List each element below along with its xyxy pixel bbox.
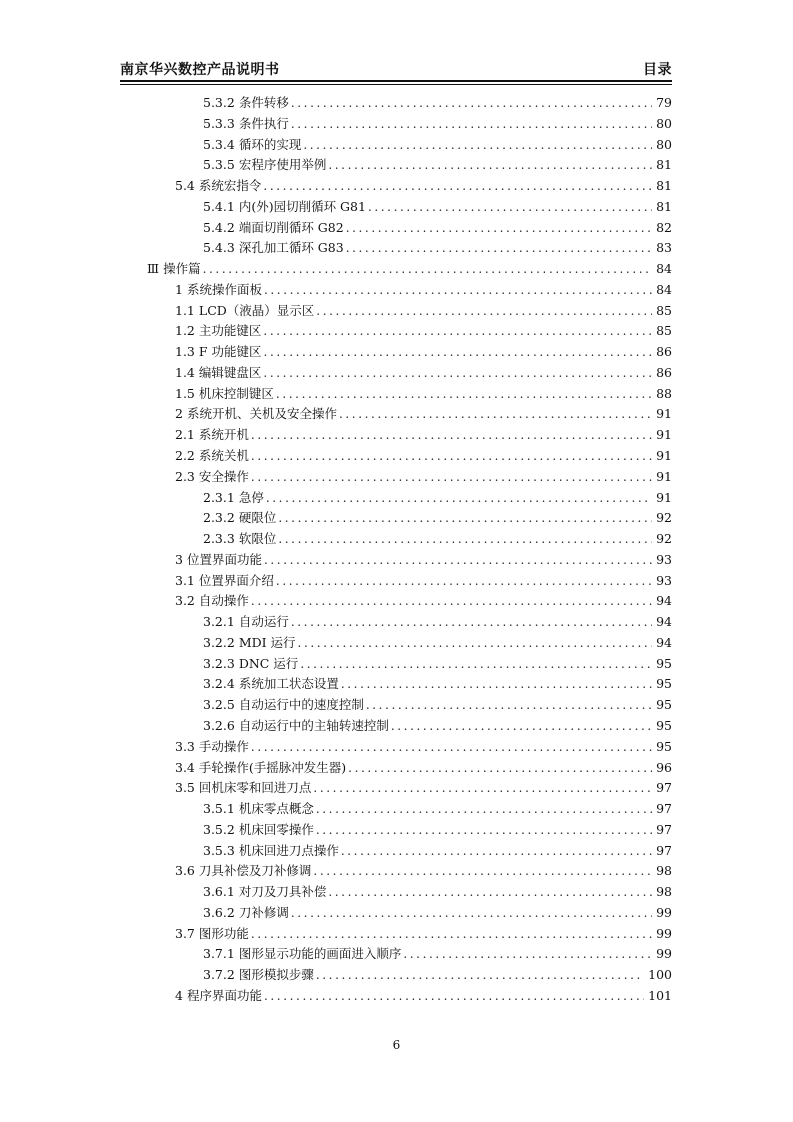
toc-entry-page: 97 (656, 780, 672, 796)
toc-entry-title: 宏程序使用举例 (238, 157, 327, 173)
dot-leader (316, 965, 644, 986)
toc-entry-number: 3.5.3 (203, 842, 235, 858)
toc-entry-number: 5.4.2 (203, 219, 235, 235)
toc-entry[interactable] (0, 799, 793, 820)
toc-entry-number: 4 (175, 987, 183, 1003)
header-rule (120, 80, 672, 82)
dot-leader (366, 695, 652, 716)
dot-leader (278, 508, 652, 529)
toc-entry-title: 对刀及刀具补偿 (238, 884, 327, 900)
toc-entry-title: 自动运行中的速度控制 (238, 697, 364, 713)
toc-entry-title: 系统宏指令 (198, 178, 262, 194)
toc-entry-number: 2 (175, 406, 183, 422)
toc-entry[interactable] (0, 467, 793, 488)
toc-entry[interactable] (0, 93, 793, 114)
toc-entry-number: 5.4 (175, 178, 195, 194)
toc-entry-page: 95 (656, 697, 672, 713)
toc-entry-number: 1 (175, 281, 183, 297)
toc-entry-number: 3.7 (175, 925, 195, 941)
toc-entry-page: 81 (656, 198, 672, 214)
dot-leader (264, 280, 652, 301)
toc-entry[interactable] (0, 820, 793, 841)
dot-leader (341, 841, 652, 862)
toc-entry-number: 3.3 (175, 738, 195, 754)
dot-leader (203, 259, 653, 280)
toc-entry-number: 1.4 (175, 364, 195, 380)
toc-entry-title: 自动运行中的主轴转速控制 (238, 717, 389, 733)
toc-entry[interactable] (0, 218, 793, 239)
toc-entry[interactable] (0, 404, 793, 425)
toc-entry-title: 位置界面介绍 (198, 572, 274, 588)
toc-entry-page: 91 (656, 448, 672, 464)
toc-entry-title: DNC 运行 (238, 655, 299, 671)
dot-leader (328, 155, 652, 176)
toc-entry[interactable] (0, 384, 793, 405)
toc-entry-number: 3.5 (175, 780, 195, 796)
toc-entry-title: 刀具补偿及刀补修调 (198, 863, 312, 879)
toc-entry-title: 主功能键区 (198, 323, 262, 339)
dot-leader (263, 321, 652, 342)
toc-entry-title: 机床控制键区 (198, 385, 274, 401)
toc-entry-page: 85 (656, 302, 672, 318)
dot-leader (251, 446, 652, 467)
toc-entry-number: Ⅲ (147, 261, 160, 277)
toc-entry-number: 2.2 (175, 448, 195, 464)
toc-entry-title: 系统开机、关机及安全操作 (186, 406, 337, 422)
dot-leader (251, 591, 652, 612)
dot-leader (298, 633, 653, 654)
toc-entry[interactable] (0, 508, 793, 529)
toc-entry-page: 84 (656, 261, 672, 277)
dot-leader (303, 135, 652, 156)
dot-leader (313, 778, 652, 799)
toc-entry-number: 3.2 (175, 593, 195, 609)
toc-entry-page: 88 (656, 385, 672, 401)
toc-entry[interactable] (0, 924, 793, 945)
toc-entry-number: 3.2.4 (203, 676, 235, 692)
toc-entry-number: 5.3.3 (203, 115, 235, 131)
toc-entry-title: F 功能键区 (198, 344, 262, 360)
toc-entry-number: 1.5 (175, 385, 195, 401)
dot-leader (391, 716, 652, 737)
toc-entry-page: 98 (656, 863, 672, 879)
toc-entry-page: 100 (648, 967, 672, 983)
toc-entry[interactable] (0, 135, 793, 156)
toc-entry-page: 96 (656, 759, 672, 775)
toc-entry[interactable] (0, 114, 793, 135)
toc-entry-page: 94 (656, 634, 672, 650)
toc-entry-title: 机床回进刀点操作 (238, 842, 339, 858)
toc-entry-number: 5.3.5 (203, 157, 235, 173)
toc-entry-page: 91 (656, 406, 672, 422)
toc-entry-number: 3.1 (175, 572, 195, 588)
toc-entry-title: 自动操作 (198, 593, 249, 609)
toc-entry-page: 80 (656, 115, 672, 131)
dot-leader (348, 758, 652, 779)
toc-entry-number: 3.2.5 (203, 697, 235, 713)
document-title: 南京华兴数控产品说明书 (120, 62, 280, 78)
dot-leader (276, 571, 652, 592)
toc-entry-page: 95 (656, 655, 672, 671)
toc-entry[interactable] (0, 758, 793, 779)
toc-entry-page: 93 (656, 572, 672, 588)
toc-entry[interactable] (0, 965, 793, 986)
toc-entry[interactable] (0, 716, 793, 737)
toc-entry-number: 1.3 (175, 344, 195, 360)
toc-entry-number: 2.3 (175, 468, 195, 484)
toc-entry-title: 条件转移 (238, 95, 289, 110)
toc-entry-number: 2.1 (175, 427, 195, 443)
toc-entry-number: 1.2 (175, 323, 195, 339)
toc-entry[interactable] (0, 425, 793, 446)
toc-entry-number: 5.3.2 (203, 95, 235, 110)
toc-entry-title: 系统加工状态设置 (238, 676, 339, 692)
toc-entry-title: 图形功能 (198, 925, 249, 941)
toc-entry[interactable] (0, 654, 793, 675)
toc-entry[interactable] (0, 841, 793, 862)
toc-entry-page: 81 (656, 157, 672, 173)
toc-entry-page: 91 (656, 489, 672, 505)
toc-entry[interactable] (0, 591, 793, 612)
toc-entry-title: 系统关机 (198, 448, 249, 464)
dot-leader (339, 404, 652, 425)
toc-entry-number: 3.2.2 (203, 634, 235, 650)
toc-entry-number: 2.3.3 (203, 531, 235, 547)
dot-leader (328, 882, 652, 903)
toc-entry-number: 5.4.1 (203, 198, 235, 214)
dot-leader (403, 944, 652, 965)
dot-leader (251, 467, 652, 488)
toc-entry-page: 98 (656, 884, 672, 900)
toc-entry-number: 3.4 (175, 759, 195, 775)
toc-entry-page: 91 (656, 468, 672, 484)
toc-entry[interactable] (0, 737, 793, 758)
toc-entry-page: 99 (656, 925, 672, 941)
toc-entry[interactable] (0, 695, 793, 716)
toc-entry-title: 条件执行 (238, 115, 289, 131)
dot-leader (313, 861, 652, 882)
toc-entry-page: 97 (656, 801, 672, 817)
toc-entry-number: 3 (175, 551, 183, 567)
toc-entry-page: 84 (656, 281, 672, 297)
dot-leader (316, 820, 652, 841)
toc-entry-number: 3.7.2 (203, 967, 235, 983)
toc-entry-page: 101 (648, 987, 672, 1003)
dot-leader (276, 384, 652, 405)
toc-entry[interactable] (0, 259, 793, 280)
dot-leader (264, 986, 644, 1007)
toc-entry[interactable] (0, 363, 793, 384)
dot-leader (251, 425, 652, 446)
toc-entry[interactable] (0, 280, 793, 301)
toc-entry-page: 85 (656, 323, 672, 339)
dot-leader (341, 674, 652, 695)
dot-leader (291, 114, 652, 135)
dot-leader (251, 924, 652, 945)
toc-entry-title: 深孔加工循环 G83 (238, 240, 344, 256)
toc-entry-number: 5.3.4 (203, 136, 235, 152)
toc-entry[interactable] (0, 488, 793, 509)
dot-leader (263, 176, 652, 197)
toc-entry-number: 3.2.1 (203, 614, 235, 630)
toc-entry-page: 91 (656, 427, 672, 443)
toc-entry[interactable] (0, 778, 793, 799)
toc-entry[interactable] (0, 550, 793, 571)
toc-entry-title: 刀补修调 (238, 904, 289, 920)
toc-entry[interactable] (0, 903, 793, 924)
toc-entry[interactable] (0, 321, 793, 342)
toc-entry-page: 94 (656, 614, 672, 630)
dot-leader (316, 301, 652, 322)
toc-entry-number: 5.4.3 (203, 240, 235, 256)
toc-entry-title: 手动操作 (198, 738, 249, 754)
toc-entry-title: 程序界面功能 (186, 987, 262, 1003)
toc-entry-page: 86 (656, 344, 672, 360)
toc-entry[interactable] (0, 155, 793, 176)
toc-entry-number: 3.5.1 (203, 801, 235, 817)
toc-entry-title: 机床零点概念 (238, 801, 314, 817)
page-number: 6 (392, 1038, 401, 1052)
toc-entry[interactable] (0, 674, 793, 695)
toc-entry[interactable] (0, 571, 793, 592)
toc-entry-number: 2.3.2 (203, 510, 235, 526)
toc-entry-title: LCD（液晶）显示区 (198, 302, 315, 318)
toc-entry[interactable] (0, 633, 793, 654)
toc-entry[interactable] (0, 197, 793, 218)
toc-entry-title: 软限位 (238, 531, 277, 547)
toc-entry-title: 操作篇 (163, 261, 201, 277)
toc-entry-page: 95 (656, 676, 672, 692)
toc-entry[interactable] (0, 342, 793, 363)
toc-entry-page: 97 (656, 842, 672, 858)
dot-leader (291, 93, 652, 114)
section-label: 目录 (643, 62, 672, 78)
toc-entry-title: 急停 (238, 489, 264, 505)
toc-entry-title: 内(外)园切削循环 G81 (238, 198, 366, 214)
toc-entry-title: 图形显示功能的画面进入顺序 (238, 946, 402, 962)
toc-entry[interactable] (0, 861, 793, 882)
toc-entry[interactable] (0, 446, 793, 467)
toc-entry-page: 82 (656, 219, 672, 235)
toc-entry-page: 99 (656, 946, 672, 962)
toc-entry-page: 81 (656, 178, 672, 194)
toc-entry-page: 99 (656, 904, 672, 920)
toc-entry-title: 硬限位 (238, 510, 277, 526)
toc-entry-page: 83 (656, 240, 672, 256)
toc-entry-page: 80 (656, 136, 672, 152)
toc-entry-title: 手轮操作(手摇脉冲发生器) (198, 759, 347, 775)
toc-entry-page: 86 (656, 364, 672, 380)
toc-entry-number: 3.5.2 (203, 821, 235, 837)
toc-entry-title: 位置界面功能 (186, 551, 262, 567)
toc-entry-title: 循环的实现 (238, 136, 302, 152)
toc-entry-page: 93 (656, 551, 672, 567)
toc-entry-title: 自动运行 (238, 614, 289, 630)
toc-entry-number: 2.3.1 (203, 489, 235, 505)
dot-leader (291, 612, 652, 633)
dot-leader (251, 737, 652, 758)
toc-entry[interactable] (0, 176, 793, 197)
toc-entry-number: 3.2.6 (203, 717, 235, 733)
dot-leader (300, 654, 652, 675)
toc-entry-title: 端面切削循环 G82 (238, 219, 344, 235)
toc-entry[interactable] (0, 238, 793, 259)
toc-entry-title: 系统操作面板 (186, 281, 262, 297)
toc-entry-title: 机床回零操作 (238, 821, 314, 837)
toc-entry-title: 安全操作 (198, 468, 249, 484)
dot-leader (278, 529, 652, 550)
dot-leader (263, 363, 652, 384)
toc-entry-number: 1.1 (175, 302, 195, 318)
toc-entry-title: 编辑键盘区 (198, 364, 262, 380)
toc-entry-number: 3.6 (175, 863, 195, 879)
toc-entry[interactable] (0, 612, 793, 633)
dot-leader (346, 218, 652, 239)
toc-entry-title: 回机床零和回进刀点 (198, 780, 312, 796)
toc-entry-number: 3.2.3 (203, 655, 235, 671)
dot-leader (368, 197, 652, 218)
dot-leader (346, 238, 652, 259)
toc-entry-number: 3.6.1 (203, 884, 235, 900)
dot-leader (291, 903, 652, 924)
toc-entry-title: 图形模拟步骤 (238, 967, 314, 983)
dot-leader (266, 488, 652, 509)
toc-entry-page: 95 (656, 717, 672, 733)
toc-entry[interactable] (0, 944, 793, 965)
page-header (120, 57, 672, 79)
toc-entry[interactable] (0, 301, 793, 322)
toc-entry-title: MDI 运行 (238, 634, 296, 650)
toc-entry[interactable] (0, 882, 793, 903)
dot-leader (264, 342, 653, 363)
toc-entry-number: 3.6.2 (203, 904, 235, 920)
toc-entry[interactable] (0, 986, 793, 1007)
toc-entry-title: 系统开机 (198, 427, 249, 443)
toc-entry-page: 94 (656, 593, 672, 609)
dot-leader (316, 799, 652, 820)
toc-entry-page: 92 (656, 510, 672, 526)
toc-entry-page: 95 (656, 738, 672, 754)
toc-entry-page: 79 (656, 95, 672, 110)
dot-leader (264, 550, 652, 571)
toc-entry-page: 92 (656, 531, 672, 547)
header-rule-thin (120, 84, 672, 85)
toc-entry-number: 3.7.1 (203, 946, 235, 962)
toc-entry-page: 97 (656, 821, 672, 837)
toc-entry[interactable] (0, 529, 793, 550)
table-of-contents (0, 93, 793, 1007)
